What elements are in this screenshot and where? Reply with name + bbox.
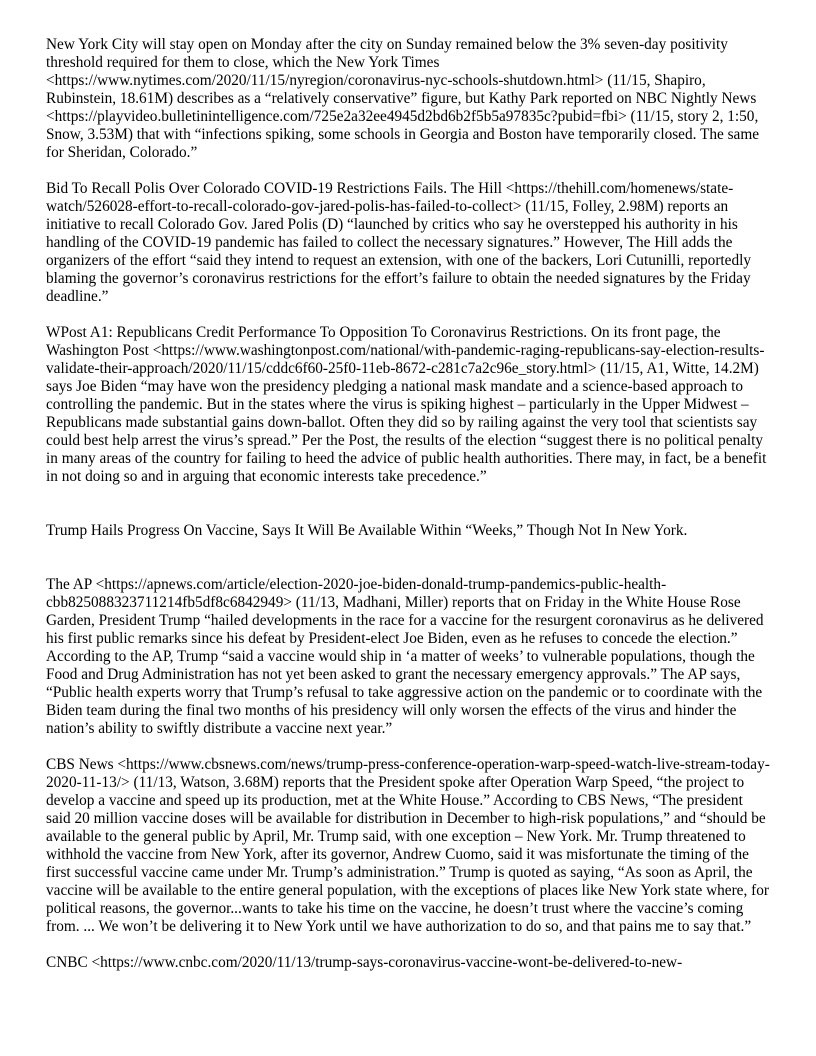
paragraph-cnbc: CNBC <https://www.cnbc.com/2020/11/13/trump-says-coronavirus-vaccine-wont-be-delivered-to-new-	[46, 954, 683, 971]
document-page	[46, 36, 770, 972]
paragraph-polis-recall: Bid To Recall Polis Over Colorado COVID-19 Restrictions Fails. The Hill <https://thehill.com/homenews/state-watch/526028-effort-to-recall-colorado-gov-jared-polis-has-failed-to-collect> (11/15, Folley, 2.98M) reports an initiative to recall Colorado Gov. Jared Polis (D) “launched by critics who say he overstepped his authority in his handling of the COVID-19 pandemic has failed to collect the necessary signatures.” However, The Hill adds the organizers of the effort “said they intend to request an extension, with one of the backers, Lori Cutunilli, reportedly blaming the governor’s coronavirus restrictions for the effort’s failure to obtain the needed signatures by the Friday deadline.”	[46, 180, 752, 305]
paragraph-cbs-news: CBS News <https://www.cbsnews.com/news/trump-press-conference-operation-warp-speed-watch-live-stream-today-2020-11-13/> (11/13, Watson, 3.68M) reports that the President spoke after Operation Warp Speed, “the project to develop a vaccine and speed up its production, met at the White House.” According to CBS News, “The president said 20 million vaccine doses will be available for distribution in December to high-risk populations,” and “should be available to the general public by April, Mr. Trump said, with one exception – New York. Mr. Trump threatened to withhold the vaccine from New York, after its governor, Andrew Cuomo, said it was misfortunate the timing of the first successful vaccine came under Mr. Trump’s administration.” Trump is quoted as saying, “As soon as April, the vaccine will be available to the entire general population, with the exceptions of places like New York state where, for political reasons, the governor...wants to take his time on the vaccine, he doesn’t trust where the vaccine’s coming from. ... We won’t be delivering it to New York until we have authorization to do so, and that pains me to say that.”	[46, 756, 770, 935]
paragraph-ap-vaccine: The AP <https://apnews.com/article/election-2020-joe-biden-donald-trump-pandemics-public-health-cbb825088323711214fb5df8c6842949> (11/13, Madhani, Miller) reports that on Friday in the White House Rose Garden, President Trump “hailed developments in the race for a vaccine for the resurgent coronavirus as he delivered his first public remarks since his defeat by President-elect Joe Biden, even as he refuses to concede the election.” According to the AP, Trump “said a vaccine would ship in ‘a matter of weeks’ to vulnerable populations, though the Food and Drug Administration has not yet been asked to grant the necessary emergency approvals.” The AP says, “Public health experts worry that Trump’s refusal to take aggressive action on the pandemic or to coordinate with the Biden team during the final two months of his presidency will only worsen the effects of the virus and hinder the nation’s ability to swiftly distribute a vaccine next year.”	[46, 576, 764, 737]
paragraph-wpost-republicans: WPost A1: Republicans Credit Performance To Opposition To Coronavirus Restrictions. On its front page, the Washington Post <https://www.washingtonpost.com/national/with-pandemic-raging-republicans-say-election-results-validate-their-approach/2020/11/15/cddc6f60-25f0-11eb-8672-c281c7a2c96e_story.html> (11/15, A1, Witte, 14.2M) says Joe Biden “may have won the presidency pledging a national mask mandate and a science-based approach to controlling the pandemic. But in the states where the virus is spiking highest – particularly in the Upper Midwest – Republicans made substantial gains down-ballot. Often they did so by railing against the very tool that scientists say could best help arrest the virus’s spread.” Per the Post, the results of the election “suggest there is no political penalty in many areas of the country for failing to heed the advice of public health authorities. There may, in fact, be a benefit in not doing so and in arguing that economic interests take precedence.”	[46, 324, 767, 485]
section-heading-vaccine: Trump Hails Progress On Vaccine, Says It Will Be Available Within “Weeks,” Though Not In New York.	[46, 522, 688, 539]
paragraph-nyc-schools: New York City will stay open on Monday after the city on Sunday remained below the 3% seven-day positivity threshold required for them to close, which the New York Times <https://www.nytimes.com/2020/11/15/nyregion/coronavirus-nyc-schools-shutdown.html> (11/15, Shapiro, Rubinstein, 18.61M) describes as a “relatively conservative” figure, but Kathy Park reported on NBC Nightly News <https://playvideo.bulletinintelligence.com/725e2a32ee4945d2bd6b2f5b5a97835c?pubid=fbi> (11/15, story 2, 1:50, Snow, 3.53M) that with “infections spiking, some schools in Georgia and Boston have temporarily closed. The same for Sheridan, Colorado.”	[46, 36, 760, 161]
